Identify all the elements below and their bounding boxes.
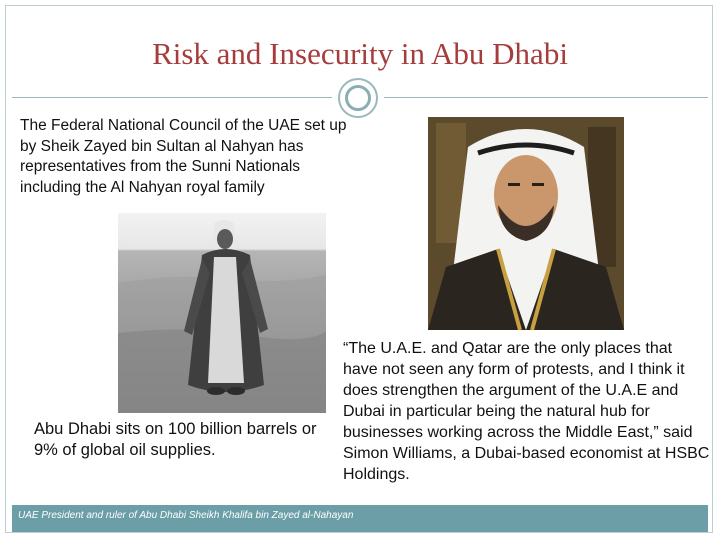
title-divider-left	[12, 97, 332, 98]
oil-reserves-text: Abu Dhabi sits on 100 billion barrels or 9% of global oil supplies.	[34, 420, 317, 459]
intro-paragraph: The Federal National Council of the UAE set up by Sheik Zayed bin Sultan al Nahyan has representatives from the Sunni Nationals including the Al Nahyan royal family	[20, 117, 347, 196]
slide-title: Risk and Insecurity in Abu Dhabi	[152, 36, 568, 71]
portrait-photo-illustration	[428, 117, 624, 330]
title-divider-right	[384, 97, 708, 98]
divider-ring-ornament	[338, 78, 378, 118]
desert-photo-illustration	[118, 213, 326, 413]
portrait-photo	[428, 117, 624, 330]
hsbc-quote-text: “The U.A.E. and Qatar are the only places that have not seen any form of protests, and I think it does strengthen the argument of the U.A.E and Dubai in particular being the natural hub for businesses working across the Middle East,” said Simon Williams, a Dubai-based economist at HSBC Holdings.	[343, 340, 710, 483]
photo-caption: UAE President and ruler of Abu Dhabi Sheikh Khalifa bin Zayed al-Nahayan	[18, 510, 354, 521]
divider-ring-inner	[345, 85, 371, 111]
desert-photo	[118, 213, 326, 413]
